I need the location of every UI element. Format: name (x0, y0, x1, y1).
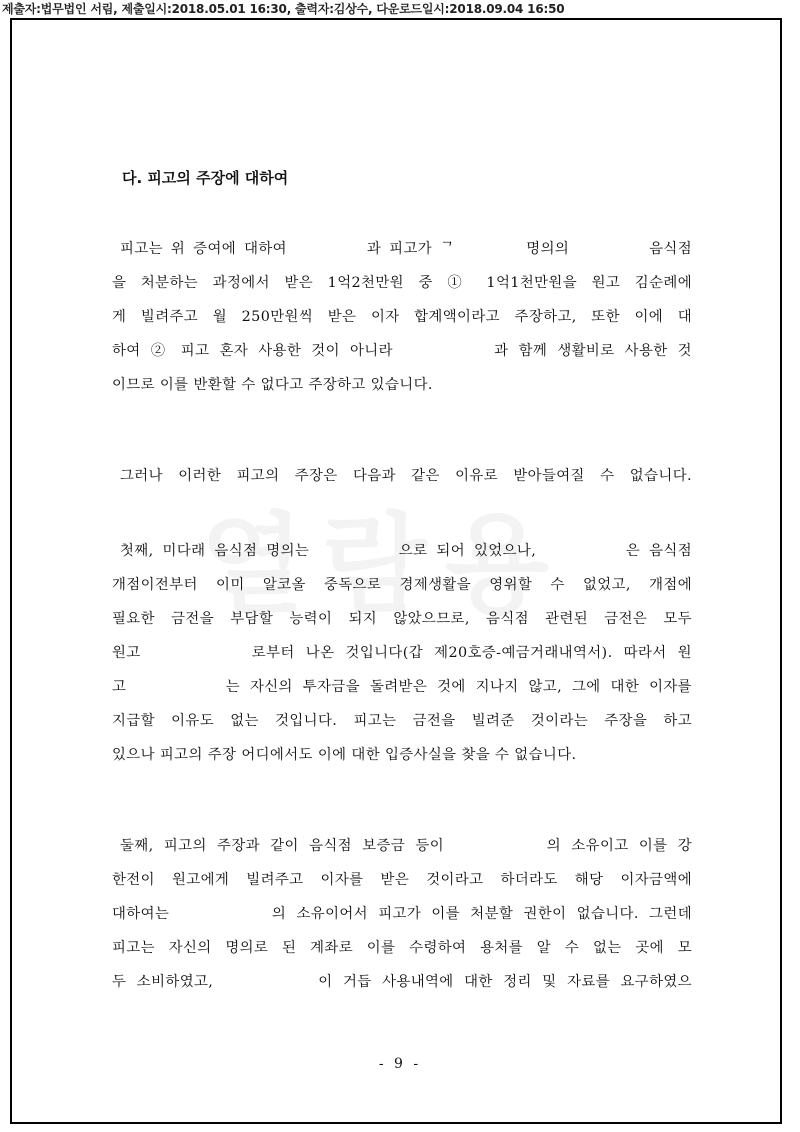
text-line: 그러나 이러한 피고의 주장은 다음과 같은 이유로 받아들여질 수 없습니다. (120, 468, 692, 484)
text-line: 필요한 금전을 부담할 능력이 되지 않았으므로, 음식점 관련된 금전은 모두 (112, 611, 692, 627)
text-line: 게 빌려주고 월 250만원씩 받은 이자 합계액이라고 주장하고, 또한 이에 대 (112, 309, 692, 325)
paragraph-4 (112, 829, 692, 999)
submission-stamp: 제출자:법무법인 서림, 제출일시:2018.05.01 16:30, 출력자:김상수, 다운로드일시:2018.09.04 16:50 (2, 2, 565, 16)
text-line: 개점이전부터 이미 알코올 중독으로 경제생활을 영위할 수 없었고, 개점에 (112, 577, 692, 593)
text-line: 두 소비하였고, 이 거듭 사용내역에 대한 정리 및 자료를 요구하였으 (112, 974, 692, 990)
text-line: 대하여는 의 소유이어서 피고가 이를 처분할 권한이 없습니다. 그런데 (112, 906, 692, 922)
text-line: 둘째, 피고의 주장과 같이 음식점 보증금 등이 의 소유이고 이를 강 (120, 838, 692, 854)
paragraph-3 (112, 534, 692, 772)
text-line: 한전이 원고에게 빌려주고 이자를 받은 것이라고 하더라도 해당 이자금액에 (112, 872, 692, 888)
text-line: 피고는 위 증여에 대하여 과 피고가 ᄀ 명의의 음식점 (120, 241, 692, 257)
text-line: 하여 ② 피고 혼자 사용한 것이 아니라 과 함께 생활비로 사용한 것 (112, 343, 692, 359)
text-line: 을 처분하는 과정에서 받은 1억2천만원 중 ① 1억1천만원을 원고 김순례에 (112, 275, 692, 291)
text-line: 피고는 자신의 명의로 된 계좌로 이를 수령하여 용처를 알 수 없는 곳에 모 (112, 940, 692, 956)
paragraph-1 (112, 232, 692, 402)
paragraph-2 (112, 459, 692, 493)
text-line: 이므로 이를 반환할 수 없다고 주장하고 있습니다. (112, 377, 433, 393)
text-line: 고 는 자신의 투자금을 돌려받은 것에 지나지 않고, 그에 대한 이자를 (112, 679, 692, 695)
text-line: 지급할 이유도 없는 것입니다. 피고는 금전을 빌려준 것이라는 주장을 하고 (112, 713, 692, 729)
section-heading: 다. 피고의 주장에 대하여 (122, 169, 289, 187)
page-number: - 9 - (378, 1056, 422, 1072)
text-line: 있으나 피고의 주장 어디에서도 이에 대한 입증사실을 찾을 수 없습니다. (112, 747, 577, 763)
text-line: 원고 로부터 나온 것입니다(갑 제20호증-예금거래내역서). 따라서 원 (112, 645, 692, 661)
text-line: 첫째, 미다래 음식점 명의는 으로 되어 있었으나, 은 음식점 (120, 543, 692, 559)
